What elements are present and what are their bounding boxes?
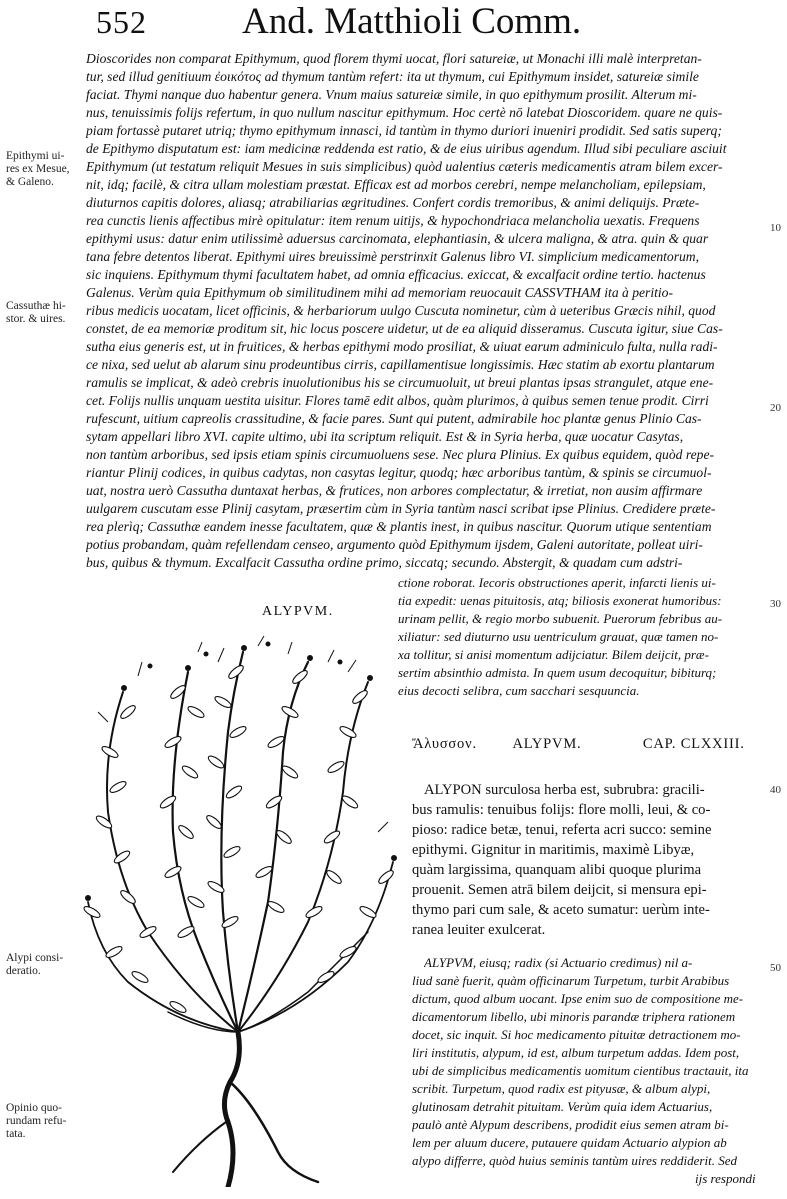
text-line: sutha eius generis est, ut in fruitices, & herbas epithymi modo prosiliat, & uiuat earum adminiculo fulta, nulla radi- [86,339,718,354]
text-line: uulgarem cuscutam esse Plinij casytam, præsertim cùm in Syria tantùm nasci scribat ipse Plinius. Credidere præte- [86,501,716,516]
line-number: 40 [770,784,781,796]
text-line: liud sanè fuerit, quàm officinarum Turpetum, turbit Arabibus [412,973,730,988]
text-line: epithymi usus: datur enim utilissimè aduersus carcinomata, elephantiasin, & ulcera maligna, & atra. quin & quar [86,231,709,246]
text-line: Epithymum (ut testatum reliquit Mesues in suis simplicibus) quòd ualentius cæteris medicamentis atram bilem excer- [86,159,723,174]
text-line: paulò antè Alypum describens, prodidit eius semen atram bi- [412,1117,729,1132]
text-line: sertim absinthio admista. In quem usum decoquitur, bibiturq; [398,665,717,680]
text-line: potius probandam, quàm refellendam censeo, argumento quòd Epithymum ijsdem, Galeni autoritate, polleat uiri- [86,537,703,552]
line-number: 50 [770,962,781,974]
margin-note: Alypi consi- deratio. [6,952,64,977]
text-line: ubi de simplicibus medicamentis uomitum cientibus tractauit, ita [412,1063,749,1078]
text-line: tia expedit: uenas pituitosis, atq; biliosis exonerat humoribus: [398,593,722,608]
line-number: 20 [770,402,781,414]
text-line: ALYPVM, eiusq; radix (si Actuario credimus) nil a- [424,955,693,970]
text-line: scribit. Turpetum, quod radix est pityusæ, & album alypi, [412,1081,711,1096]
text-line: ctione roborat. Iecoris obstructiones aperit, infarcti lienis ui- [398,575,716,590]
margin-note: Opinio quo- rundam refu- tata. [6,1102,67,1140]
text-line: ribus medicis uocatam, licet officinis, & herbariorum uulgo Cuscuta nominetur, cùm à ueteribus Græcis nihil, quod [86,303,716,318]
text-line: Dioscorides non comparat Epithymum, quod florem thymi uocat, flori satureiæ, ut Monachi illi malè interpretan- [86,51,702,66]
text-line: docet, sic inquit. Si hoc medicamento pituitæ detractionem mo- [412,1027,741,1042]
line-number: 30 [770,598,781,610]
text-line: prouenit. Semen atrā bilem deijcit, si mensura epi- [412,882,707,898]
text-line: xiliatur: sed diuturno usu uentriculum grauat, quæ tamen no- [398,629,719,644]
alypum-plant-illustration [78,632,408,1187]
line-number: 10 [770,222,781,234]
text-line: dictum, quod album uocant. Ipse enim suo de compositione me- [412,991,744,1006]
text-line: bus, quibus & thymum. Excalfacit Cassutha ordine primo, siccatq; secundo. Abstergit, & quadam cum adstri- [86,555,683,570]
chapter-greek-name: Ἄλυσσον. [412,736,477,752]
chapter-number: CAP. CLXXIII. [642,736,745,752]
text-line: constet, de ea memoriæ proditum sit, hic locus poscere uidetur, ut de ea aliquid disseramus. Cuscuta igitur, siue Cas- [86,321,723,336]
page-number: 552 [96,4,147,40]
running-title: And. Matthioli Comm. [242,1,582,42]
margin-note: Cassuthæ hi- stor. & uires. [6,300,66,325]
text-line: piam fortassè putaret utriq; thymo epithymum innasci, id tantùm in thymo duriori inueniri prodidit. Sed satis superq; [86,123,722,138]
text-line: ALYPON surculosa herba est, subrubra: gracili- [424,782,705,798]
text-line: lem per aluum ducere, putauere quidam Actuario alypion ab [412,1135,727,1150]
text-line: tur, sed illud genitiuum ἐοικότος ad thymum tantùm refert: ita ut thymum, cui Epithymum insidet, satureiæ simile [86,69,699,84]
text-line: eius decocti selibra, cum sacchari sesquuncia. [398,683,640,698]
text-line: rea cunctis lienis affectibus mirè opitulatur: item renum uitijs, & hypochondriaca melancholia uexatis. Frequens [86,213,700,228]
catchword: ijs respondi [695,1171,756,1186]
figure-title: ALYPVM. [262,604,334,619]
text-line: rufescunt, uitium capreolis crassitudine, & facie pares. Sunt qui putent, admirabile hoc plantæ genus Plinio Cas- [86,411,702,426]
text-line: sic inquiens. Epithymum thymi facultatem habet, ad omnia efficacius. exiccat, & excalfacit ordine tertio. hactenus [86,267,706,282]
text-line: ce nixa, sed uelut ab alarum sinu prodeuntibus cirris, capillamentisue longissimis. Hæc statim ab exortu plantarum [86,357,715,372]
text-line: epithymi. Gignitur in maritimis, maximè Libyæ, [412,842,695,858]
text-line: tana febre detentos liberat. Epithymi uires breuissimè perstrinxit Galenus libro VI. simplicium medicamentorum, [86,249,700,264]
text-line: ranea leuiter exulcerat. [412,922,546,938]
text-line: pioso: radice betæ, tenui, referta acri succo: semine [412,822,712,838]
margin-note: Epithymi ui- res ex Mesue, & Galeno. [6,150,70,188]
text-line: urinam pellit, & regio morbo subuenit. Puerorum febribus au- [398,611,723,626]
text-line: riantur Plinij codices, in quibus cadytas, non casytas legitur, quodq; hæc arboribus tantùm, & spinis se circumuol- [86,465,712,480]
text-line: nit, idq; facilè, & citra ullam molestiam præstat. Efficax est ad morbos cerebri, nempe melancholiam, epilepsiam, [86,177,706,192]
text-line: glutinosam detrahit pituitam. Verùm quia idem Actuarius, [412,1099,713,1114]
text-line: ramulis se implicat, & adeò crebris inuolutionibus his se circumuoluit, ut breui plantas ipsas strangulet, atque ene- [86,375,714,390]
text-line: quàm largissima, quanquam alibi quoque plurima [412,862,702,878]
text-line: alypo differre, quòd huius seminis tantùm uires reddiderit. Sed [412,1153,737,1168]
text-line: faciat. Thymi nanque duo habentur genera. Vnum maius satureiæ simile, in quo epithymum prosilit. Alterum mi- [86,87,697,102]
text-line: sytam appellari libro XVI. capite ultimo, ubi ita scriptum reliquit. Est & in Syria herba, quæ uocatur Casytas, [86,429,684,444]
text-line: liri institutis, alypum, id est, album turpetum addas. Idem post, [412,1045,740,1060]
chapter-heading [412,736,752,753]
text-line: thymo pari cum sale, & aceto sumatur: uerùm inte- [412,902,710,918]
text-line: bus ramulis: tenuibus folijs: flore molli, leui, & co- [412,802,711,818]
text-line: uat, nostra uerò Cassutha duntaxat herbas, & frutices, non arbores complectatur, & irretiat, non ausim affirmare [86,483,703,498]
text-line: Galenus. Verùm quia Epithymum ob similitudinem mihi ad memoriam reuocauit CASSVTHAM ita à peritio- [86,285,673,300]
text-line: rea plerìq; Cassuthæ eandem inesse facultatem, quæ & plantis inest, in quibus nascitur. Quorum utique sententiam [86,519,712,534]
text-line: non tantùm arboribus, sed ipsis etiam spinis circumuoluens sese. Nec plura Plinius. Ex quibus equidem, quòd repe- [86,447,715,462]
text-line: diuturnos capitis dolores, aliasq; atrabiliarias ægritudines. Confert cordis tremoribus, & animi deliquijs. Præte- [86,195,700,210]
text-line: xa tollitur, si anisi momentum adijciatur. Bilem deijcit, præ- [398,647,709,662]
text-line: de Epithymo disputatum est: iam medicinæ reddenda est ratio, & de eius uiribus agendum. Illud sibi peculiare asciuit [86,141,727,156]
text-line: nus, tenuissimis folijs refertum, in quo nullum nascitur epithymum. Hoc certè nō latebat Dioscoridem. quare ne quis- [86,105,723,120]
text-line: dicamentorum libello, ubi minoris parandæ triphera rationem [412,1009,736,1024]
text-line: cet. Folijs nullis unquam uestita uisitur. Flores tamē edit albos, quàm plurimos, à quibus semen tenue prodit. Cirri [86,393,709,408]
chapter-latin-name: ALYPVM. [512,736,582,752]
